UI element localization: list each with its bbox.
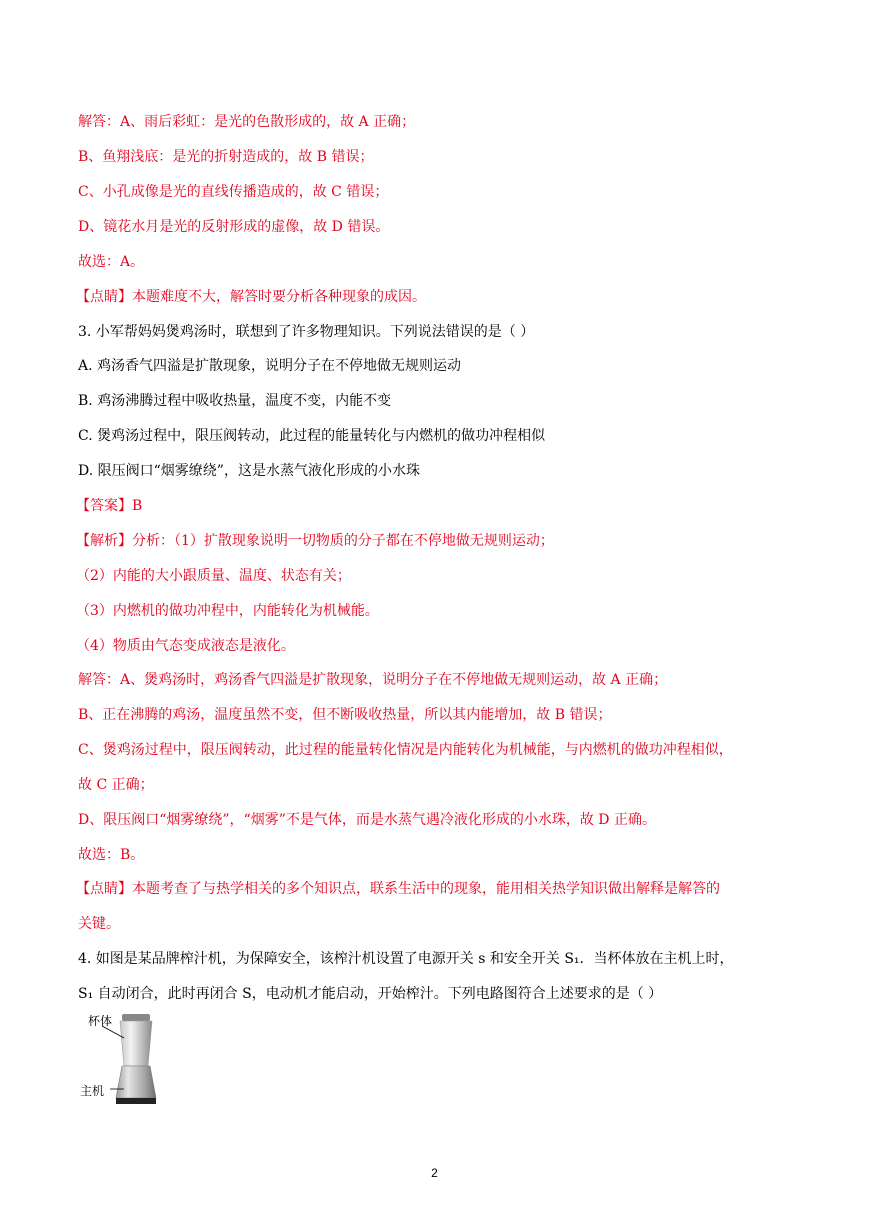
question-3-comment: 【点睛】本题考查了与热学相关的多个知识点，联系生活中的现象，能用相关热学知识做出解释是解答的 — [76, 881, 720, 897]
juicer-lid — [122, 1014, 150, 1021]
answer-line-a: 解答：A、雨后彩虹：是光的色散形成的，故 A 正确； — [78, 114, 416, 130]
solution-d: D、限压阀口“烟雾缭绕”，“烟雾”不是气体，而是水蒸气遇冷液化形成的小水珠，故 D 正确。 — [78, 812, 656, 828]
solution-a: 解答：A、煲鸡汤时，鸡汤香气四溢是扩散现象，说明分子在不停地做无规则运动，故 A 正确； — [78, 672, 668, 688]
question-4-stem: 4. 如图是某品牌榨汁机，为保障安全，该榨汁机设置了电源开关 s 和安全开关 S₁．当杯体放在主机上时， — [78, 951, 734, 967]
solution-c-cont: 故 C 正确； — [78, 777, 154, 793]
analysis-point-4: （4）物质由气态变成液态是液化。 — [76, 638, 295, 654]
label-cup: 杯体 — [88, 1014, 113, 1028]
question-3-analysis: 【解析】分析：（1）扩散现象说明一切物质的分子都在不停地做无规则运动； — [76, 533, 554, 549]
question-3-option-b: B. 鸡汤沸腾过程中吸收热量，温度不变，内能不变 — [78, 393, 392, 409]
answer-line-b: B、鱼翔浅底：是光的折射造成的，故 B 错误； — [78, 149, 374, 165]
question-3-choice: 故选：B。 — [78, 847, 145, 863]
answer-line-c: C、小孔成像是光的直线传播造成的，故 C 错误； — [78, 184, 389, 200]
question-3-answer: 【答案】B — [76, 498, 143, 514]
question-3-comment-cont: 关键。 — [78, 916, 120, 932]
analysis-point-3: （3）内燃机的做功冲程中，内能转化为机械能。 — [76, 603, 379, 619]
solution-b: B、正在沸腾的鸡汤，温度虽然不变，但不断吸收热量，所以其内能增加，故 B 错误； — [78, 707, 612, 723]
juicer-cup — [120, 1021, 152, 1066]
answer-choice: 故选：A。 — [78, 254, 145, 270]
juicer-base — [116, 1066, 156, 1098]
juicer-figure — [80, 1012, 180, 1122]
analysis-point-2: （2）内能的大小跟质量、温度、状态有关； — [76, 568, 351, 584]
question-3-option-d: D. 限压阀口“烟雾缭绕”，这是水蒸气液化形成的小水珠 — [78, 463, 420, 479]
page-number: 2 — [431, 1166, 438, 1180]
question-4-stem-cont: S₁ 自动闭合，此时再闭合 S，电动机才能启动，开始榨汁。下列电路图符合上述要求的是（ ） — [78, 986, 663, 1002]
juicer-foot — [116, 1098, 156, 1104]
solution-c: C、煲鸡汤过程中，限压阀转动，此过程的能量转化情况是内能转化为机械能，与内燃机的做功冲程相似， — [78, 742, 733, 758]
label-base: 主机 — [80, 1084, 105, 1098]
answer-comment: 【点睛】本题难度不大，解答时要分析各种现象的成因。 — [76, 289, 426, 305]
question-3-stem: 3. 小军帮妈妈煲鸡汤时，联想到了许多物理知识。下列说法错误的是（ ） — [78, 324, 535, 340]
question-3-option-c: C. 煲鸡汤过程中，限压阀转动，此过程的能量转化与内燃机的做功冲程相似 — [78, 428, 546, 444]
question-3-option-a: A. 鸡汤香气四溢是扩散现象，说明分子在不停地做无规则运动 — [78, 358, 462, 374]
answer-line-d: D、镜花水月是光的反射形成的虚像，故 D 错误。 — [78, 219, 390, 235]
